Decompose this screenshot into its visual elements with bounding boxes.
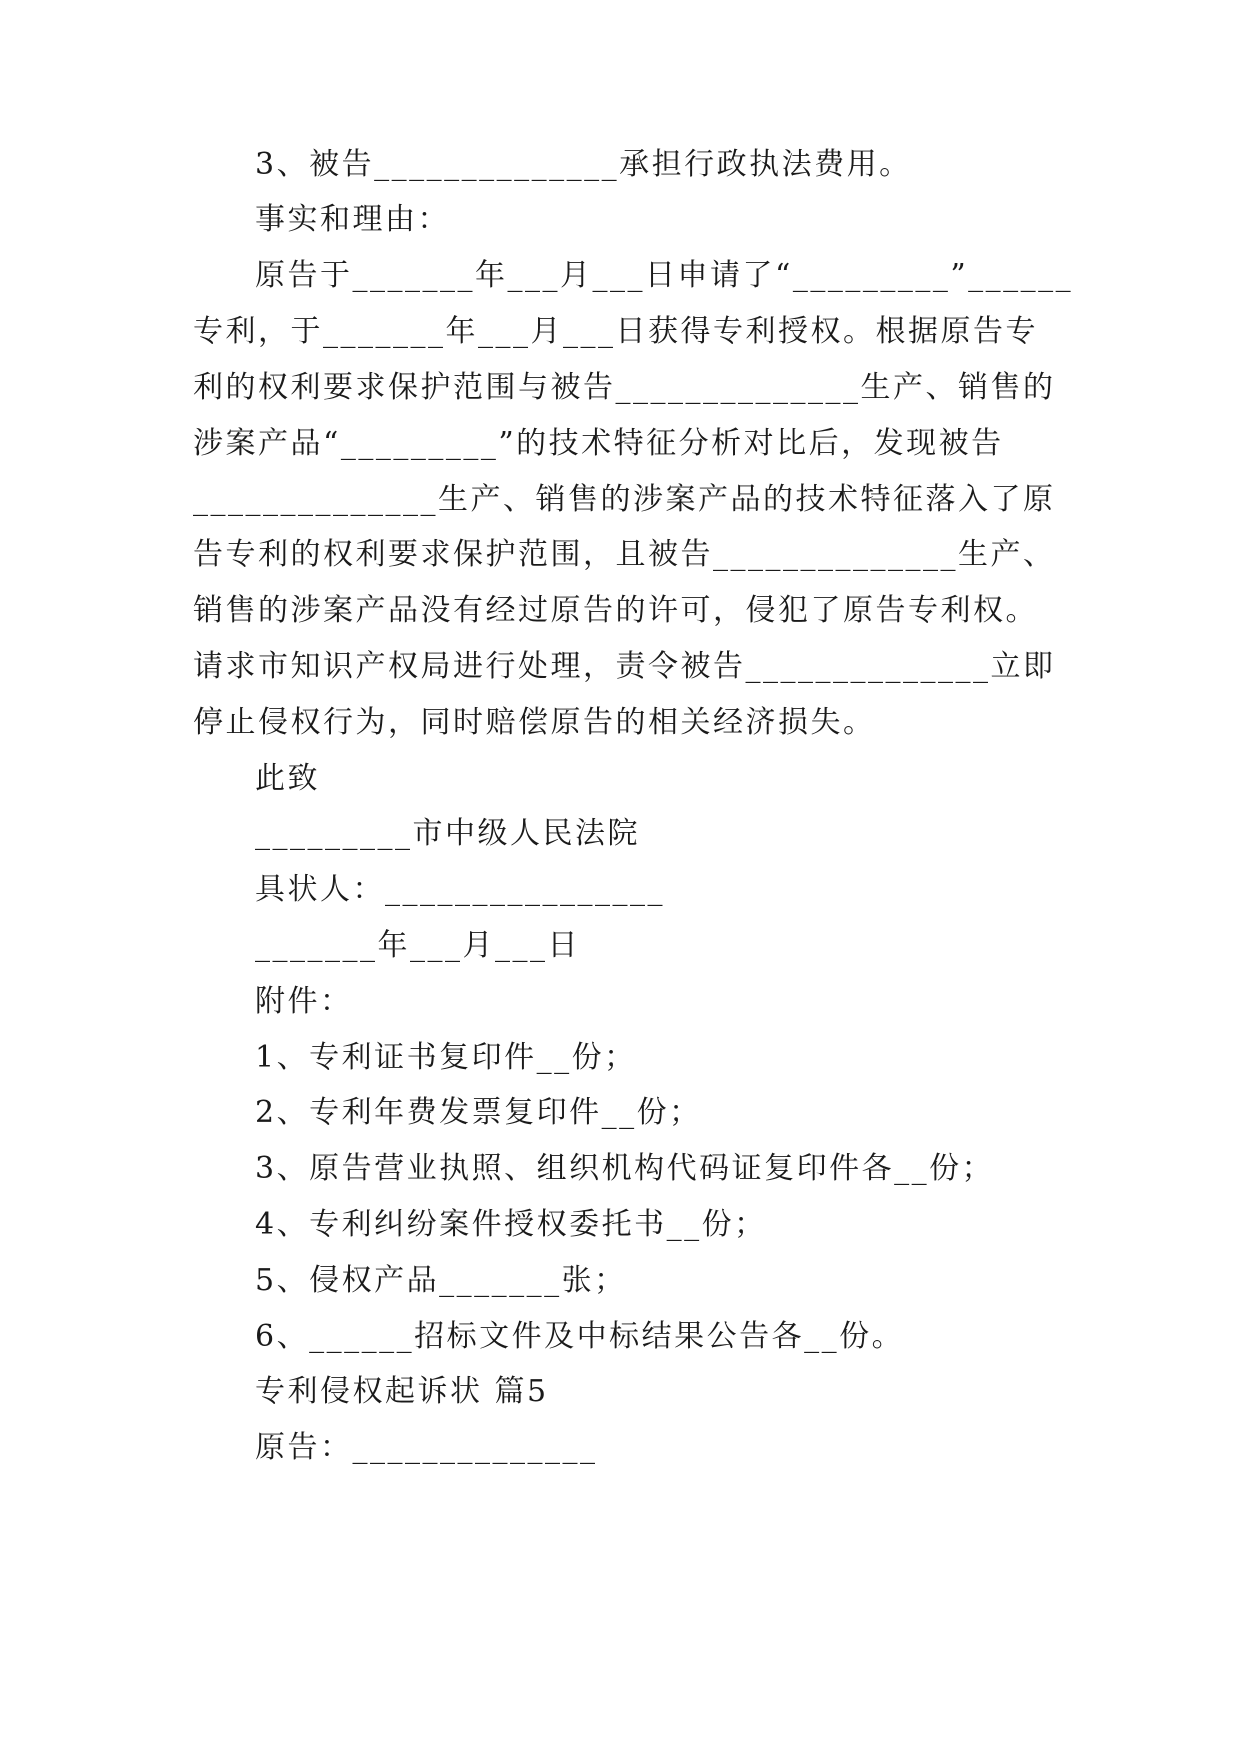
- text-line: 利的权利要求保护范围与被告______________生产、销售的: [193, 370, 1056, 405]
- text-line: 5、侵权产品_______张；: [255, 1263, 627, 1298]
- text-line: 2、专利年费发票复印件__份；: [255, 1095, 702, 1130]
- text-line: 事实和理由：: [255, 202, 450, 237]
- text-line: 3、原告营业执照、组织机构代码证复印件各__份；: [255, 1151, 995, 1186]
- text-line: 具状人：________________: [255, 872, 665, 907]
- text-line: 原告：______________: [255, 1430, 598, 1465]
- text-line: 6、______招标文件及中标结果公告各__份。: [255, 1319, 905, 1354]
- text-line: 原告于_______年___月___日申请了“_________”______: [255, 258, 1074, 293]
- text-line: _________市中级人民法院: [255, 816, 640, 851]
- text-line: 请求市知识产权局进行处理，责令被告______________立即: [193, 649, 1056, 684]
- text-line: 停止侵权行为，同时赔偿原告的相关经济损失。: [193, 705, 876, 740]
- text-line: 销售的涉案产品没有经过原告的许可，侵犯了原告专利权。: [193, 593, 1038, 628]
- text-line: 告专利的权利要求保护范围，且被告______________生产、: [193, 537, 1056, 572]
- text-line: 涉案产品“_________”的技术特征分析对比后，发现被告: [193, 426, 1004, 461]
- text-line: 专利，于_______年___月___日获得专利授权。根据原告专: [193, 314, 1038, 349]
- text-line: 此致: [255, 761, 320, 796]
- text-line: 3、被告______________承担行政执法费用。: [255, 147, 912, 182]
- text-line: 4、专利纠纷案件授权委托书__份；: [255, 1207, 767, 1242]
- text-line: 1、专利证书复印件__份；: [255, 1040, 637, 1075]
- text-line: _______年___月___日: [255, 928, 580, 963]
- text-line: ______________生产、销售的涉案产品的技术特征落入了原: [193, 482, 1056, 517]
- section-heading: 专利侵权起诉状 篇5: [255, 1374, 549, 1409]
- text-line: 附件：: [255, 984, 353, 1019]
